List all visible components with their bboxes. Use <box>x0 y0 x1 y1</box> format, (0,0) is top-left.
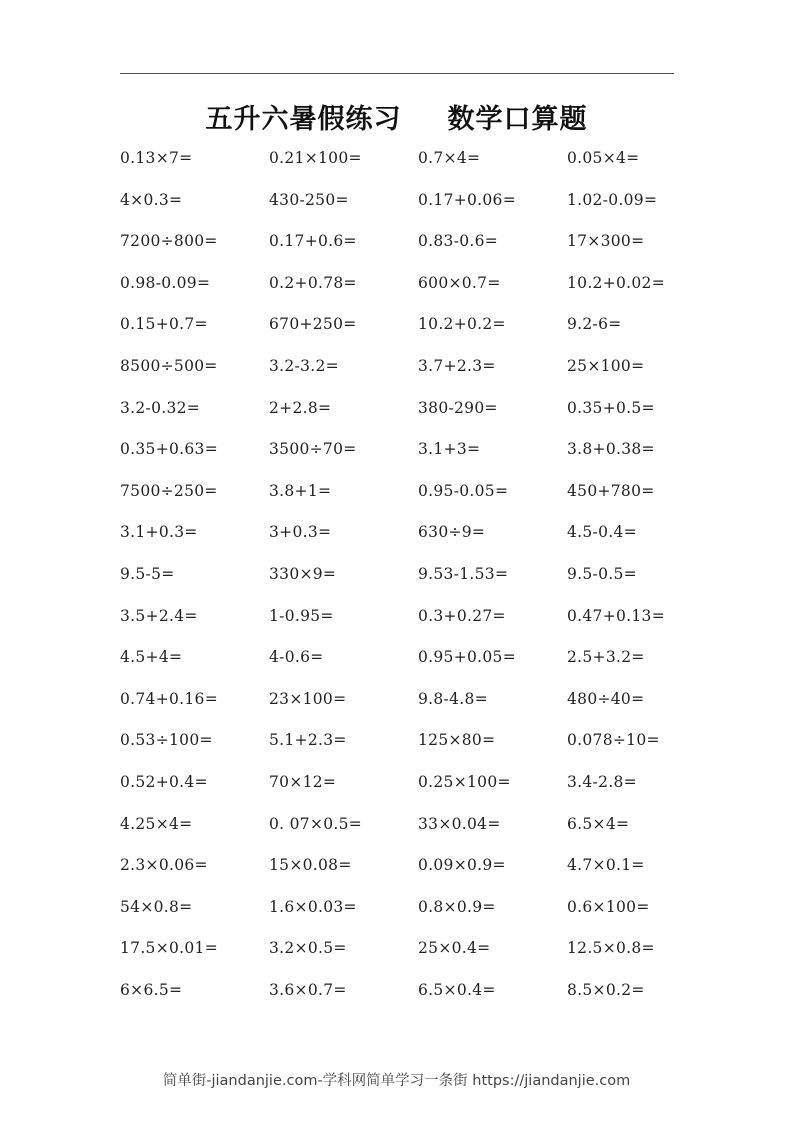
problem-item: 5.1+2.3= <box>269 731 347 750</box>
problem-item: 3.2-3.2= <box>269 356 339 375</box>
problem-item: 0.8×0.9= <box>418 897 496 916</box>
problem-item: 12.5×0.8= <box>567 939 655 958</box>
problem-item: 3.2-0.32= <box>120 398 201 417</box>
problem-item: 0.25×100= <box>418 772 511 791</box>
problem-item: 0.078÷10= <box>567 731 660 750</box>
problem-item: 4.5-0.4= <box>567 523 637 542</box>
page-title-part1: 五升六暑假练习 <box>205 104 402 135</box>
problem-item: 2.3×0.06= <box>120 856 208 875</box>
problem-item: 1.6×0.03= <box>269 897 357 916</box>
problem-item: 600×0.7= <box>418 273 501 292</box>
problem-item: 330×9= <box>269 564 337 583</box>
problem-item: 3.5+2.4= <box>120 606 198 625</box>
problem-item: 6×6.5= <box>120 980 183 999</box>
problem-item: 6.5×0.4= <box>418 980 496 999</box>
problem-item: 3.7+2.3= <box>418 356 496 375</box>
problem-item: 0.98-0.09= <box>120 273 211 292</box>
problem-item: 10.2+0.2= <box>418 315 506 334</box>
problem-item: 0.15+0.7= <box>120 315 208 334</box>
problem-item: 0.05×4= <box>567 149 640 167</box>
problem-item: 0.09×0.9= <box>418 856 506 875</box>
problem-item: 7200÷800= <box>120 232 218 251</box>
problem-item: 480÷40= <box>567 689 645 708</box>
problem-item: 0. 07×0.5= <box>269 814 363 833</box>
problem-item: 0.95+0.05= <box>418 648 516 667</box>
problem-item: 4.25×4= <box>120 814 193 833</box>
problem-item: 1.02-0.09= <box>567 190 658 209</box>
problem-item: 0.7×4= <box>418 149 481 167</box>
problem-item: 8.5×0.2= <box>567 980 645 999</box>
page-footer: 简单街-jiandanjie.com-学科网简单学习一条街 https://jiandanjie.com <box>162 1073 631 1089</box>
problem-item: 0.35+0.5= <box>567 398 655 417</box>
problem-item: 3.2×0.5= <box>269 939 347 958</box>
problem-item: 0.47+0.13= <box>567 606 665 625</box>
problem-item: 0.17+0.6= <box>269 232 357 251</box>
problem-item: 9.5-5= <box>120 564 175 583</box>
problem-item: 9.8-4.8= <box>418 689 488 708</box>
problem-item: 670+250= <box>269 315 357 334</box>
problem-item: 3500÷70= <box>269 440 357 459</box>
problem-item: 3.8+0.38= <box>567 440 655 459</box>
problem-item: 54×0.8= <box>120 897 193 916</box>
problem-item: 23×100= <box>269 689 347 708</box>
problem-item: 0.2+0.78= <box>269 273 357 292</box>
problem-item: 7500÷250= <box>120 481 218 500</box>
problem-item: 0.13×7= <box>120 149 193 167</box>
problem-item: 9.5-0.5= <box>567 564 637 583</box>
problem-item: 2+2.8= <box>269 398 332 417</box>
problem-grid <box>120 142 716 1015</box>
problem-item: 0.74+0.16= <box>120 689 218 708</box>
problem-item: 3.1+0.3= <box>120 523 198 542</box>
problem-item: 0.52+0.4= <box>120 772 208 791</box>
problem-item: 25×0.4= <box>418 939 491 958</box>
problem-item: 4×0.3= <box>120 190 183 209</box>
problem-item: 70×12= <box>269 772 337 791</box>
problem-item: 4.5+4= <box>120 648 183 667</box>
problem-item: 17.5×0.01= <box>120 939 218 958</box>
problem-item: 450+780= <box>567 481 655 500</box>
problem-item: 15×0.08= <box>269 856 352 875</box>
problem-item: 0.95-0.05= <box>418 481 509 500</box>
problem-item: 2.5+3.2= <box>567 648 645 667</box>
problem-item: 1-0.95= <box>269 606 334 625</box>
problem-item: 430-250= <box>269 190 349 209</box>
problem-item: 0.35+0.63= <box>120 440 218 459</box>
problem-item: 3.1+3= <box>418 440 481 459</box>
problem-item: 0.17+0.06= <box>418 190 516 209</box>
page-title <box>0 97 793 136</box>
problem-item: 10.2+0.02= <box>567 273 665 292</box>
problem-item: 0.21×100= <box>269 149 362 167</box>
problem-item: 33×0.04= <box>418 814 501 833</box>
problem-item: 3+0.3= <box>269 523 332 542</box>
problem-item: 380-290= <box>418 398 498 417</box>
problem-item: 630÷9= <box>418 523 486 542</box>
problem-item: 25×100= <box>567 356 645 375</box>
problem-item: 3.4-2.8= <box>567 772 637 791</box>
problem-item: 17×300= <box>567 232 645 251</box>
problem-item: 6.5×4= <box>567 814 630 833</box>
problem-item: 3.8+1= <box>269 481 332 500</box>
problem-item: 8500÷500= <box>120 356 218 375</box>
problem-item: 9.2-6= <box>567 315 622 334</box>
problem-item: 4.7×0.1= <box>567 856 645 875</box>
problem-item: 9.53-1.53= <box>418 564 509 583</box>
problem-item: 0.83-0.6= <box>418 232 499 251</box>
page-title-part2: 数学口算题 <box>447 104 588 135</box>
header-rule <box>120 73 674 74</box>
problem-item: 3.6×0.7= <box>269 980 347 999</box>
problem-item: 0.3+0.27= <box>418 606 506 625</box>
problem-item: 4-0.6= <box>269 648 324 667</box>
problem-item: 0.53÷100= <box>120 731 213 750</box>
problem-item: 0.6×100= <box>567 897 650 916</box>
problem-item: 125×80= <box>418 731 496 750</box>
